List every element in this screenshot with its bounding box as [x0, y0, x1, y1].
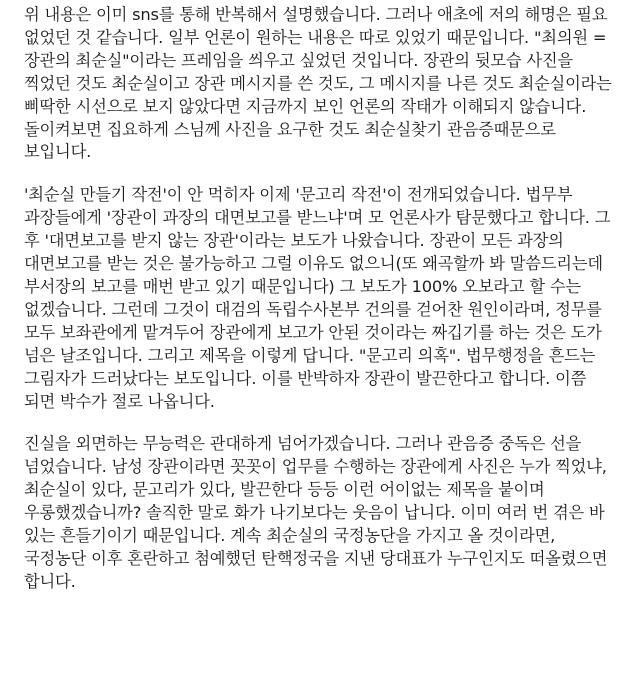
post-paragraph-3: 진실을 외면하는 무능력은 관대하게 넘어가겠습니다. 그러나 관음증 중독은 선을 넘었습니다. 남성 장관이라면 꼿꼿이 업무를 수행하는 장관에게 사진은 누가 찍었냐, 최순실이 있다, 문고리가 있다, 발끈한다 등등 이런 어이없는 제목을 붙이며 우롱했겠습니까? 솔직한 말로 화가 나기보다는 웃음이 납니다. 이미 여러 번 겪은 바 있는 흔들기이기 때문입니다. 계속 최순실의 국정농단을 가지고 올 것이라면, 국정농단 이후 혼란하고 첨예했던 탄핵정국을 지낸 당대표가 누구인지도 떠올렸으면 합니다. — [24, 434, 608, 591]
post-paragraph-2: '최순실 만들기 작전'이 안 먹히자 이제 '문고리 작전'이 전개되었습니다. 법무부 과장들에게 '장관이 과장의 대면보고를 받느냐'며 모 언론사가 탐문했다고 합니다. 그 후 '대면보고를 받지 않는 장관'이라는 보도가 나왔습니다. 장관이 모든 과장의 대면보고를 받는 것은 불가능하고 그럴 이유도 없으니(또 왜곡할까 봐 말씀드리는데 부서장의 보고를 매번 받고 있기 때문입니다) 그 보도가 100% 오보라고 할 수는 없겠습니다. 그런데 그것이 대검의 독립수사본부 건의를 걷어찬 원인이라며, 정무를 모두 보좌관에게 맡겨두어 장관에게 보고가 안된 것이라는 짜깁기를 하는 것은 도가 넘은 날조입니다. 그리고 제목을 이렇게 답니다. "문고리 의혹". 법무행정을 흔드는 그림자가 드러났다는 보도입니다. 이를 반박하자 장관이 발끈한다고 합니다. 이쯤 되면 박수가 절로 나옵니다. — [24, 185, 611, 411]
post-paragraph-1: 위 내용은 이미 sns를 통해 반복해서 설명했습니다. 그러나 애초에 저의 해명은 필요 없었던 것 같습니다. 일부 언론이 원하는 내용은 따로 있었기 때문입니다. "최의원 = 장관의 최순실"이라는 프레임을 씌우고 싶었던 것입니다. 장관의 뒷모습 사진을 찍었던 것도 최순실이고 장관 메시지를 쓴 것도, 그 메시지를 나른 것도 최순실이라는 삐딱한 시선으로 보지 않았다면 지금까지 보인 언론의 작태가 이해되지 않습니다. 돌이켜보면 집요하게 스님께 사진을 요구한 것도 최순실찾기 관음증때문으로 보입니다. — [24, 5, 612, 162]
